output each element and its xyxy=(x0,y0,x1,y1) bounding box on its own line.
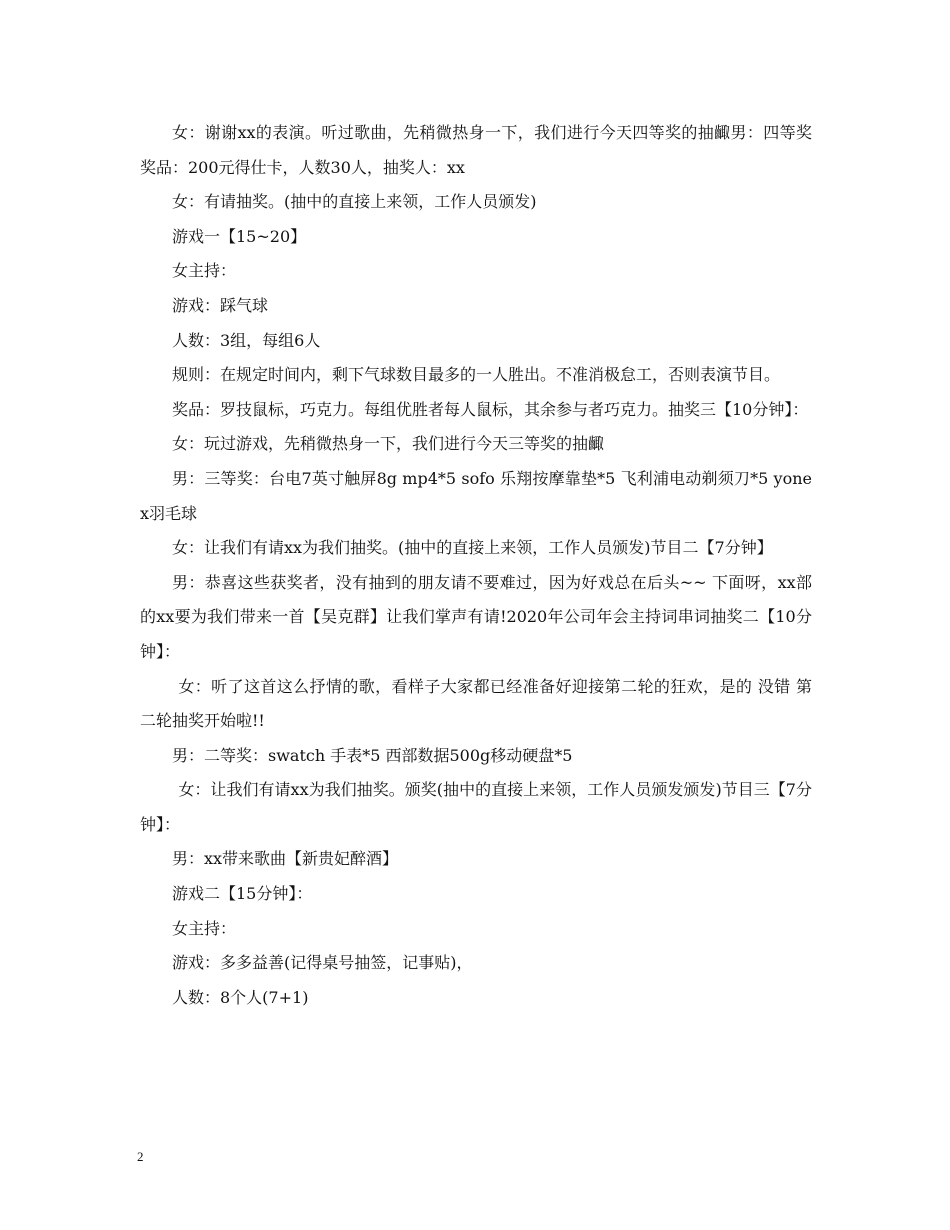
paragraph: 女：玩过游戏，先稍微热身一下，我们进行今天三等奖的抽齱 xyxy=(172,434,605,454)
paragraph: 女：让我们有请xx为我们抽奖。颁奖(抽中的直接上来领，工作人员颁发颁发)节目三【7分钟】： xyxy=(140,780,812,834)
paragraph: 男：xx带来歌曲【新贵妃醉酒】 xyxy=(172,849,399,869)
paragraph: 男：恭喜这些获奖者，没有抽到的朋友请不要难过，因为好戏总在后头~~ 下面呀，xx部的xx要为我们带来一首【吴克群】让我们掌声有请!2020年公司年会主持词串词抽奖二【10分钟】： xyxy=(140,572,812,661)
paragraph: 游戏一【15~20】 xyxy=(172,226,307,246)
paragraph: 女：谢谢xx的表演。听过歌曲，先稍微热身一下，我们进行今天四等奖的抽齱男：四等奖奖品：200元得仕卡，人数30人，抽奖人：xx xyxy=(140,123,812,177)
paragraph: 奖品：罗技鼠标，巧克力。每组优胜者每人鼠标，其余参与者巧克力。抽奖三【10分钟】： xyxy=(172,399,809,419)
paragraph: 男：二等奖：swatch 手表*5 西部数据500g移动硬盘*5 xyxy=(172,745,573,765)
paragraph: 女：有请抽奖。(抽中的直接上来领，工作人员颁发) xyxy=(172,192,537,212)
paragraph: 人数：8个人(7+1) xyxy=(172,987,309,1007)
paragraph: 人数：3组，每组6人 xyxy=(172,330,321,350)
paragraph: 女主持： xyxy=(172,918,237,938)
paragraph: 女：让我们有请xx为我们抽奖。(抽中的直接上来领，工作人员颁发)节目二【7分钟】 xyxy=(172,538,773,558)
paragraph: 女：听了这首这么抒情的歌，看样子大家都已经准备好迎接第二轮的狂欢，是的 没错 第二轮抽奖开始啦!! xyxy=(140,676,812,731)
paragraph: 游戏：多多益善(记得桌号抽签，记事贴)， xyxy=(172,953,473,973)
document-body xyxy=(140,116,812,1015)
paragraph: 规则：在规定时间内，剩下气球数目最多的一人胜出。不准消极怠工，否则表演节目。 xyxy=(172,365,781,385)
paragraph: 女主持： xyxy=(172,261,237,281)
paragraph: 游戏二【15分钟】： xyxy=(172,884,313,904)
paragraph: 游戏：踩气球 xyxy=(172,295,269,315)
page-number: 2 xyxy=(137,1149,144,1164)
paragraph: 男：三等奖：台电7英寸触屏8g mp4*5 sofo 乐翔按摩靠垫*5 飞利浦电动剃须刀*5 yonex羽毛球 xyxy=(140,468,812,523)
